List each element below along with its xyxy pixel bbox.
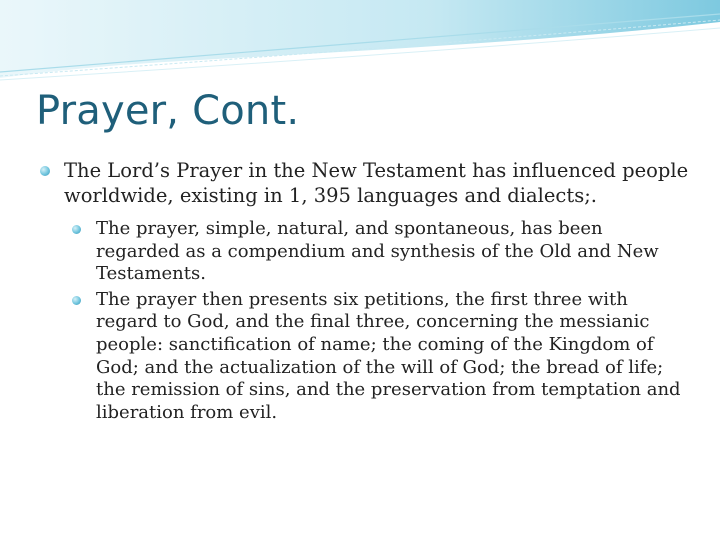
bullet-icon [72,225,81,234]
bullet-item [40,158,690,208]
bullet-text: The Lord’s Prayer in the New Testament has influenced people worldwide, existing in 1, 395 languages and dialects;. [64,159,689,207]
sub-bullet-item [96,289,690,425]
sub-bullet-text: The prayer, simple, natural, and spontaneous, has been regarded as a compendium and synthesis of the Old and New Testaments. [96,218,659,285]
sub-bullet-item [96,218,690,286]
slide-body [40,158,690,427]
bullet-icon [72,296,81,305]
slide-title: Prayer, Cont. [36,88,300,134]
sub-bullet-text: The prayer then presents six petitions, the first three with regard to God, and the final three, concerning the messianic people: sanctification of name; the coming of the Kingdom of God; and the actualization of the will of God; the bread of life; the remission of sins, and the preservation from temptation and liberation from evil. [96,288,681,423]
bullet-icon [40,166,50,176]
